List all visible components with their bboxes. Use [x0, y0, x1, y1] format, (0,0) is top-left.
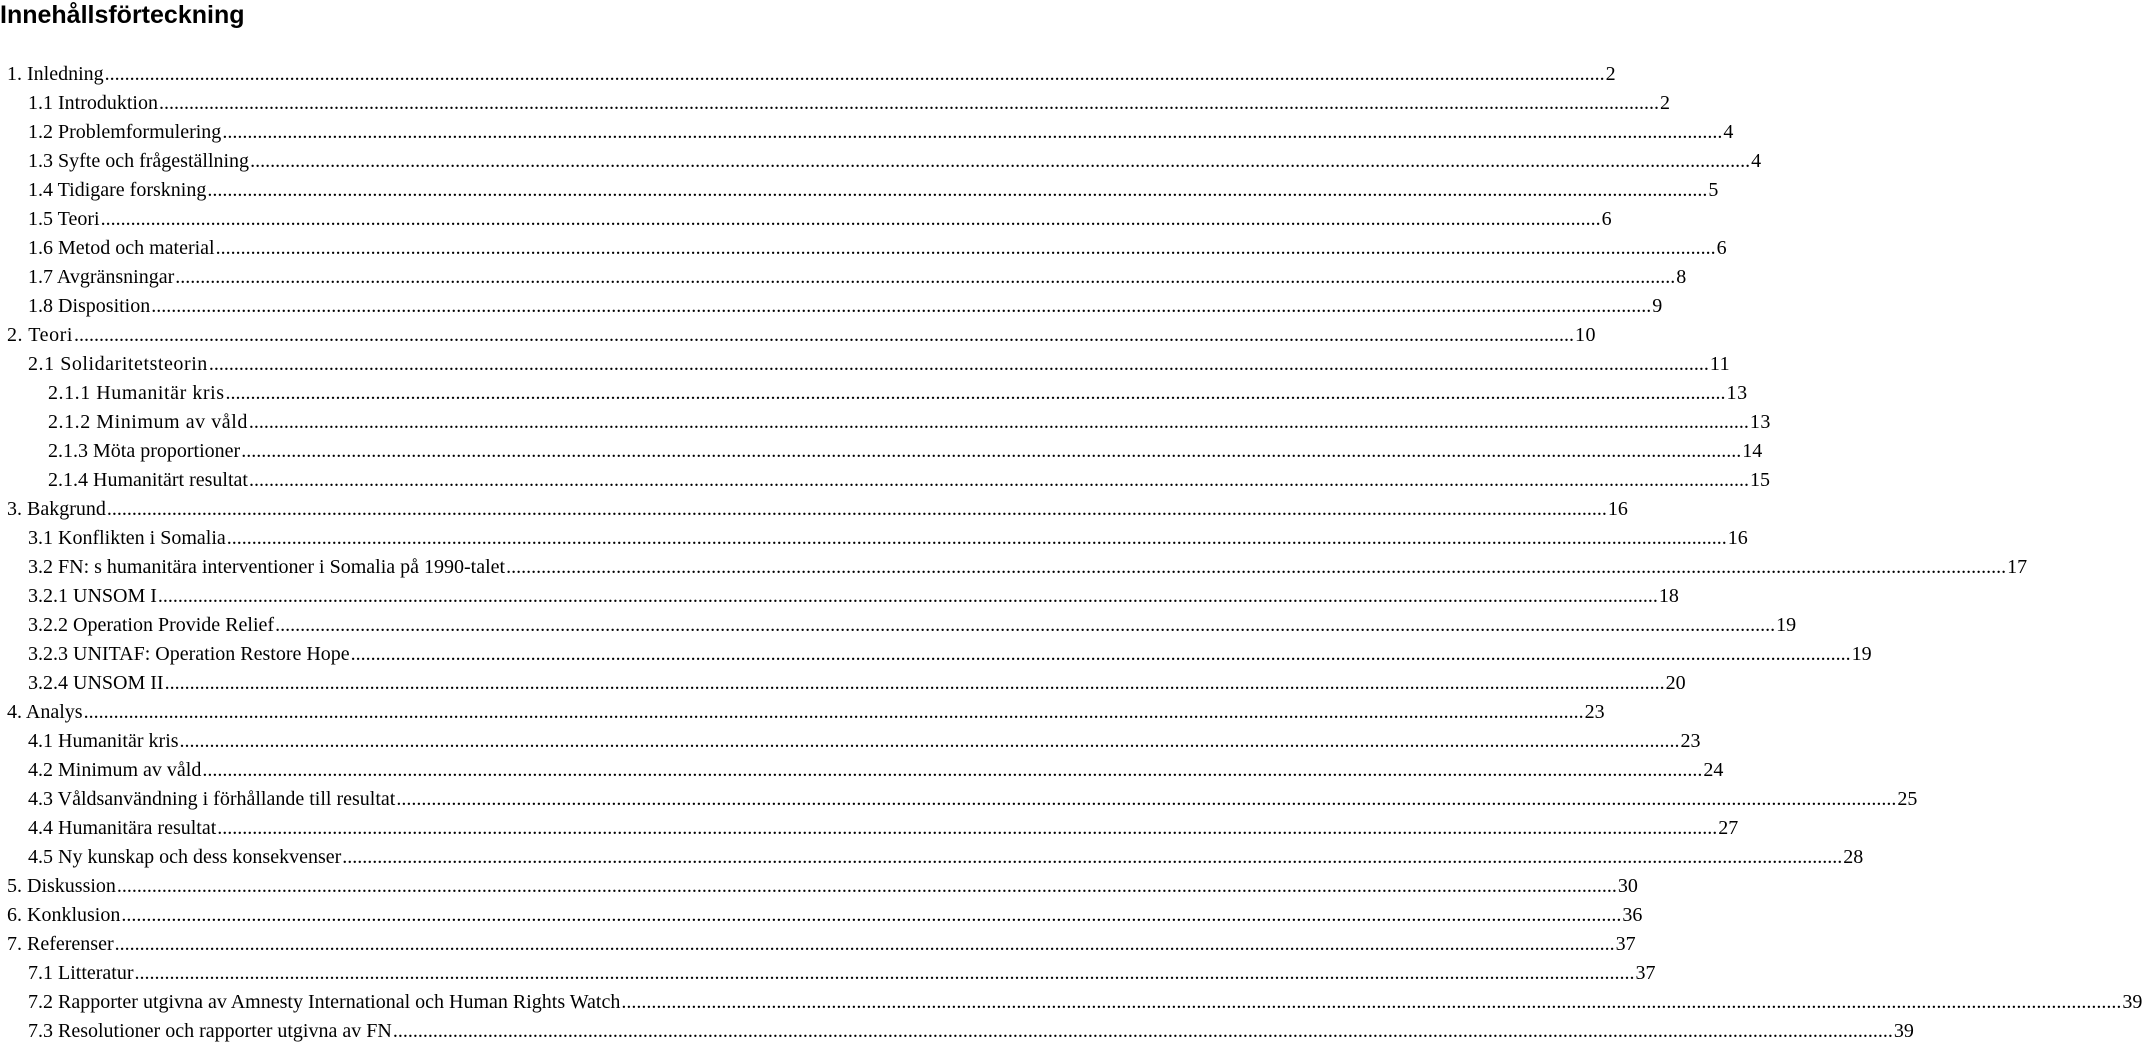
- toc-entry-label: 4.2 Minimum av våld: [28, 759, 202, 781]
- toc-entry-page-number: 6: [1716, 237, 1727, 259]
- toc-entry-page-number: 16: [1727, 527, 1748, 549]
- toc-entry[interactable]: [0, 408, 1771, 437]
- toc-dot-leader: ............................................................................................................................................................................................................................................................................................................: [116, 875, 1617, 897]
- toc-entry-label: 2.1.2 Minimum av våld: [48, 411, 248, 433]
- toc-entry-label: 2.1.3 Möta proportioner: [48, 440, 241, 462]
- toc-entry[interactable]: [0, 118, 1734, 147]
- toc-entry-page-number: 16: [1607, 498, 1628, 520]
- toc-dot-leader: ............................................................................................................................................................................................................................................................................................................: [159, 92, 1659, 114]
- toc-entry-page-number: 5: [1708, 179, 1719, 201]
- toc-entry-label: 2. Teori: [7, 324, 73, 346]
- toc-dot-leader: ............................................................................................................................................................................................................................................................................................................: [134, 962, 1635, 984]
- toc-entry-page-number: 20: [1665, 672, 1686, 694]
- toc-entry-label: 1.4 Tidigare forskning: [28, 179, 207, 201]
- toc-entry[interactable]: [0, 727, 1701, 756]
- toc-list: [0, 60, 2143, 1046]
- toc-entry-page-number: 18: [1658, 585, 1679, 607]
- toc-dot-leader: ............................................................................................................................................................................................................................................................................................................: [207, 179, 1708, 201]
- toc-dot-leader: ............................................................................................................................................................................................................................................................................................................: [396, 788, 1897, 810]
- toc-entry[interactable]: [0, 321, 1597, 350]
- toc-dot-leader: ............................................................................................................................................................................................................................................................................................................: [350, 643, 1851, 665]
- toc-entry-page-number: 25: [1897, 788, 1918, 810]
- toc-entry-page-number: 23: [1584, 701, 1605, 723]
- toc-entry[interactable]: [0, 582, 1679, 611]
- toc-entry[interactable]: [0, 872, 1638, 901]
- toc-dot-leader: ............................................................................................................................................................................................................................................................................................................: [342, 846, 1843, 868]
- toc-dot-leader: ............................................................................................................................................................................................................................................................................................................: [179, 730, 1680, 752]
- toc-entry[interactable]: [0, 495, 1628, 524]
- toc-entry-page-number: 28: [1843, 846, 1864, 868]
- toc-dot-leader: ............................................................................................................................................................................................................................................................................................................: [275, 614, 1776, 636]
- toc-dot-leader: ............................................................................................................................................................................................................................................................................................................: [208, 353, 1709, 375]
- toc-dot-leader: ............................................................................................................................................................................................................................................................................................................: [121, 904, 1622, 926]
- toc-entry-label: 7.1 Litteratur: [28, 962, 134, 984]
- toc-entry-label: 1.1 Introduktion: [28, 92, 158, 114]
- toc-entry[interactable]: [0, 379, 1748, 408]
- toc-entry-label: 3.1 Konflikten i Somalia: [28, 527, 226, 549]
- toc-entry-label: 4. Analys: [7, 701, 83, 723]
- toc-entry-page-number: 2: [1605, 63, 1616, 85]
- toc-entry-label: 4.3 Våldsanvändning i förhållande till resultat: [28, 788, 396, 810]
- toc-entry[interactable]: [0, 292, 1663, 321]
- toc-entry-label: 1.5 Teori: [28, 208, 100, 230]
- toc-entry[interactable]: [0, 553, 2028, 582]
- toc-entry[interactable]: [0, 437, 1763, 466]
- toc-dot-leader: ............................................................................................................................................................................................................................................................................................................: [241, 440, 1742, 462]
- toc-entry[interactable]: [0, 698, 1605, 727]
- toc-dot-leader: ............................................................................................................................................................................................................................................................................................................: [222, 121, 1723, 143]
- toc-entry-label: 2.1 Solidaritetsteorin: [28, 353, 208, 375]
- toc-entry-page-number: 10: [1574, 324, 1597, 346]
- toc-entry-label: 3.2.1 UNSOM I: [28, 585, 157, 607]
- toc-dot-leader: ............................................................................................................................................................................................................................................................................................................: [226, 527, 1727, 549]
- toc-dot-leader: ............................................................................................................................................................................................................................................................................................................: [83, 701, 1584, 723]
- toc-dot-leader: ............................................................................................................................................................................................................................................................................................................: [506, 556, 2007, 578]
- toc-entry-label: 1.8 Disposition: [28, 295, 151, 317]
- toc-dot-leader: ............................................................................................................................................................................................................................................................................................................: [217, 817, 1718, 839]
- toc-entry-page-number: 9: [1652, 295, 1663, 317]
- toc-entry[interactable]: [0, 959, 1656, 988]
- toc-entry-label: 1.7 Avgränsningar: [28, 266, 175, 288]
- toc-entry[interactable]: [0, 89, 1670, 118]
- toc-dot-leader: ............................................................................................................................................................................................................................................................................................................: [202, 759, 1703, 781]
- toc-entry-label: 6. Konklusion: [7, 904, 121, 926]
- toc-entry-page-number: 13: [1749, 411, 1771, 433]
- toc-title: Innehållsförteckning: [0, 1, 245, 29]
- toc-entry-label: 3.2.4 UNSOM II: [28, 672, 164, 694]
- toc-entry[interactable]: [0, 350, 1731, 379]
- toc-entry[interactable]: [0, 147, 1762, 176]
- toc-dot-leader: ............................................................................................................................................................................................................................................................................................................: [248, 469, 1749, 491]
- toc-entry[interactable]: [0, 640, 1872, 669]
- toc-entry[interactable]: [0, 988, 2143, 1017]
- toc-entry-page-number: 4: [1723, 121, 1734, 143]
- toc-entry-page-number: 27: [1718, 817, 1739, 839]
- toc-entry-label: 4.4 Humanitära resultat: [28, 817, 217, 839]
- toc-entry[interactable]: [0, 263, 1687, 292]
- toc-entry-label: 1. Inledning: [7, 63, 104, 85]
- toc-entry-label: 4.5 Ny kunskap och dess konsekvenser: [28, 846, 342, 868]
- toc-entry[interactable]: [0, 60, 1616, 89]
- toc-entry-page-number: 14: [1742, 440, 1763, 462]
- toc-entry-page-number: 11: [1709, 353, 1731, 375]
- toc-entry-page-number: 23: [1680, 730, 1701, 752]
- toc-entry[interactable]: [0, 1017, 1914, 1046]
- toc-entry-page-number: 19: [1851, 643, 1872, 665]
- toc-entry[interactable]: [0, 176, 1719, 205]
- toc-dot-leader: ............................................................................................................................................................................................................................................................................................................: [114, 933, 1615, 955]
- toc-entry-page-number: 39: [1893, 1020, 1914, 1042]
- toc-entry[interactable]: [0, 669, 1686, 698]
- toc-dot-leader: ............................................................................................................................................................................................................................................................................................................: [151, 295, 1652, 317]
- toc-entry-page-number: 19: [1776, 614, 1797, 636]
- toc-entry-page-number: 30: [1617, 875, 1638, 897]
- toc-entry-page-number: 24: [1703, 759, 1724, 781]
- toc-dot-leader: ............................................................................................................................................................................................................................................................................................................: [100, 208, 1601, 230]
- toc-entry[interactable]: [0, 814, 1739, 843]
- toc-entry-label: 1.6 Metod och material: [28, 237, 215, 259]
- toc-entry-label: 7.2 Rapporter utgivna av Amnesty International och Human Rights Watch: [28, 991, 621, 1013]
- toc-dot-leader: ............................................................................................................................................................................................................................................................................................................: [175, 266, 1676, 288]
- toc-entry-label: 4.1 Humanitär kris: [28, 730, 179, 752]
- toc-entry-page-number: 37: [1635, 962, 1656, 984]
- toc-dot-leader: ............................................................................................................................................................................................................................................................................................................: [248, 411, 1749, 433]
- toc-entry-page-number: 15: [1749, 469, 1770, 491]
- toc-entry-label: 2.1.4 Humanitärt resultat: [48, 469, 248, 491]
- toc-entry[interactable]: [0, 205, 1612, 234]
- toc-entry-label: 3.2.3 UNITAF: Operation Restore Hope: [28, 643, 350, 665]
- toc-entry-page-number: 17: [2007, 556, 2028, 578]
- toc-entry[interactable]: [0, 756, 1724, 785]
- toc-entry[interactable]: [0, 611, 1797, 640]
- toc-entry-page-number: 2: [1660, 92, 1670, 114]
- toc-entry[interactable]: [0, 234, 1727, 263]
- toc-dot-leader: ............................................................................................................................................................................................................................................................................................................: [215, 237, 1716, 259]
- toc-dot-leader: ............................................................................................................................................................................................................................................................................................................: [392, 1020, 1893, 1042]
- toc-entry[interactable]: [0, 843, 1864, 872]
- toc-entry-label: 5. Diskussion: [7, 875, 116, 897]
- toc-entry-page-number: 8: [1676, 266, 1687, 288]
- toc-dot-leader: ............................................................................................................................................................................................................................................................................................................: [73, 324, 1574, 346]
- toc-entry-page-number: 37: [1615, 933, 1636, 955]
- toc-entry-page-number: 36: [1622, 904, 1643, 926]
- toc-entry-label: 3. Bakgrund: [7, 498, 106, 520]
- toc-entry-page-number: 13: [1726, 382, 1748, 404]
- toc-entry-label: 2.1.1 Humanitär kris: [48, 382, 225, 404]
- toc-dot-leader: ............................................................................................................................................................................................................................................................................................................: [104, 63, 1605, 85]
- toc-entry-label: 7.3 Resolutioner och rapporter utgivna av FN: [28, 1020, 392, 1042]
- toc-dot-leader: ............................................................................................................................................................................................................................................................................................................: [225, 382, 1726, 404]
- toc-entry-label: 3.2.2 Operation Provide Relief: [28, 614, 275, 636]
- toc-dot-leader: ............................................................................................................................................................................................................................................................................................................: [157, 585, 1658, 607]
- toc-entry-label: 3.2 FN: s humanitära interventioner i Somalia på 1990-talet: [28, 556, 506, 578]
- toc-entry-page-number: 4: [1751, 150, 1762, 172]
- toc-entry-label: 7. Referenser: [7, 933, 114, 955]
- toc-entry[interactable]: [0, 466, 1770, 495]
- toc-entry-label: 1.3 Syfte och frågeställning: [28, 150, 250, 172]
- toc-entry[interactable]: [0, 901, 1643, 930]
- toc-entry[interactable]: [0, 930, 1636, 959]
- toc-entry[interactable]: [0, 785, 1918, 814]
- toc-dot-leader: ............................................................................................................................................................................................................................................................................................................: [106, 498, 1607, 520]
- toc-entry-page-number: 6: [1601, 208, 1612, 230]
- toc-dot-leader: ............................................................................................................................................................................................................................................................................................................: [164, 672, 1665, 694]
- toc-dot-leader: ............................................................................................................................................................................................................................................................................................................: [250, 150, 1751, 172]
- toc-entry-page-number: 39: [2122, 991, 2143, 1013]
- toc-entry-label: 1.2 Problemformulering: [28, 121, 222, 143]
- toc-dot-leader: ............................................................................................................................................................................................................................................................................................................: [621, 991, 2122, 1013]
- toc-entry[interactable]: [0, 524, 1748, 553]
